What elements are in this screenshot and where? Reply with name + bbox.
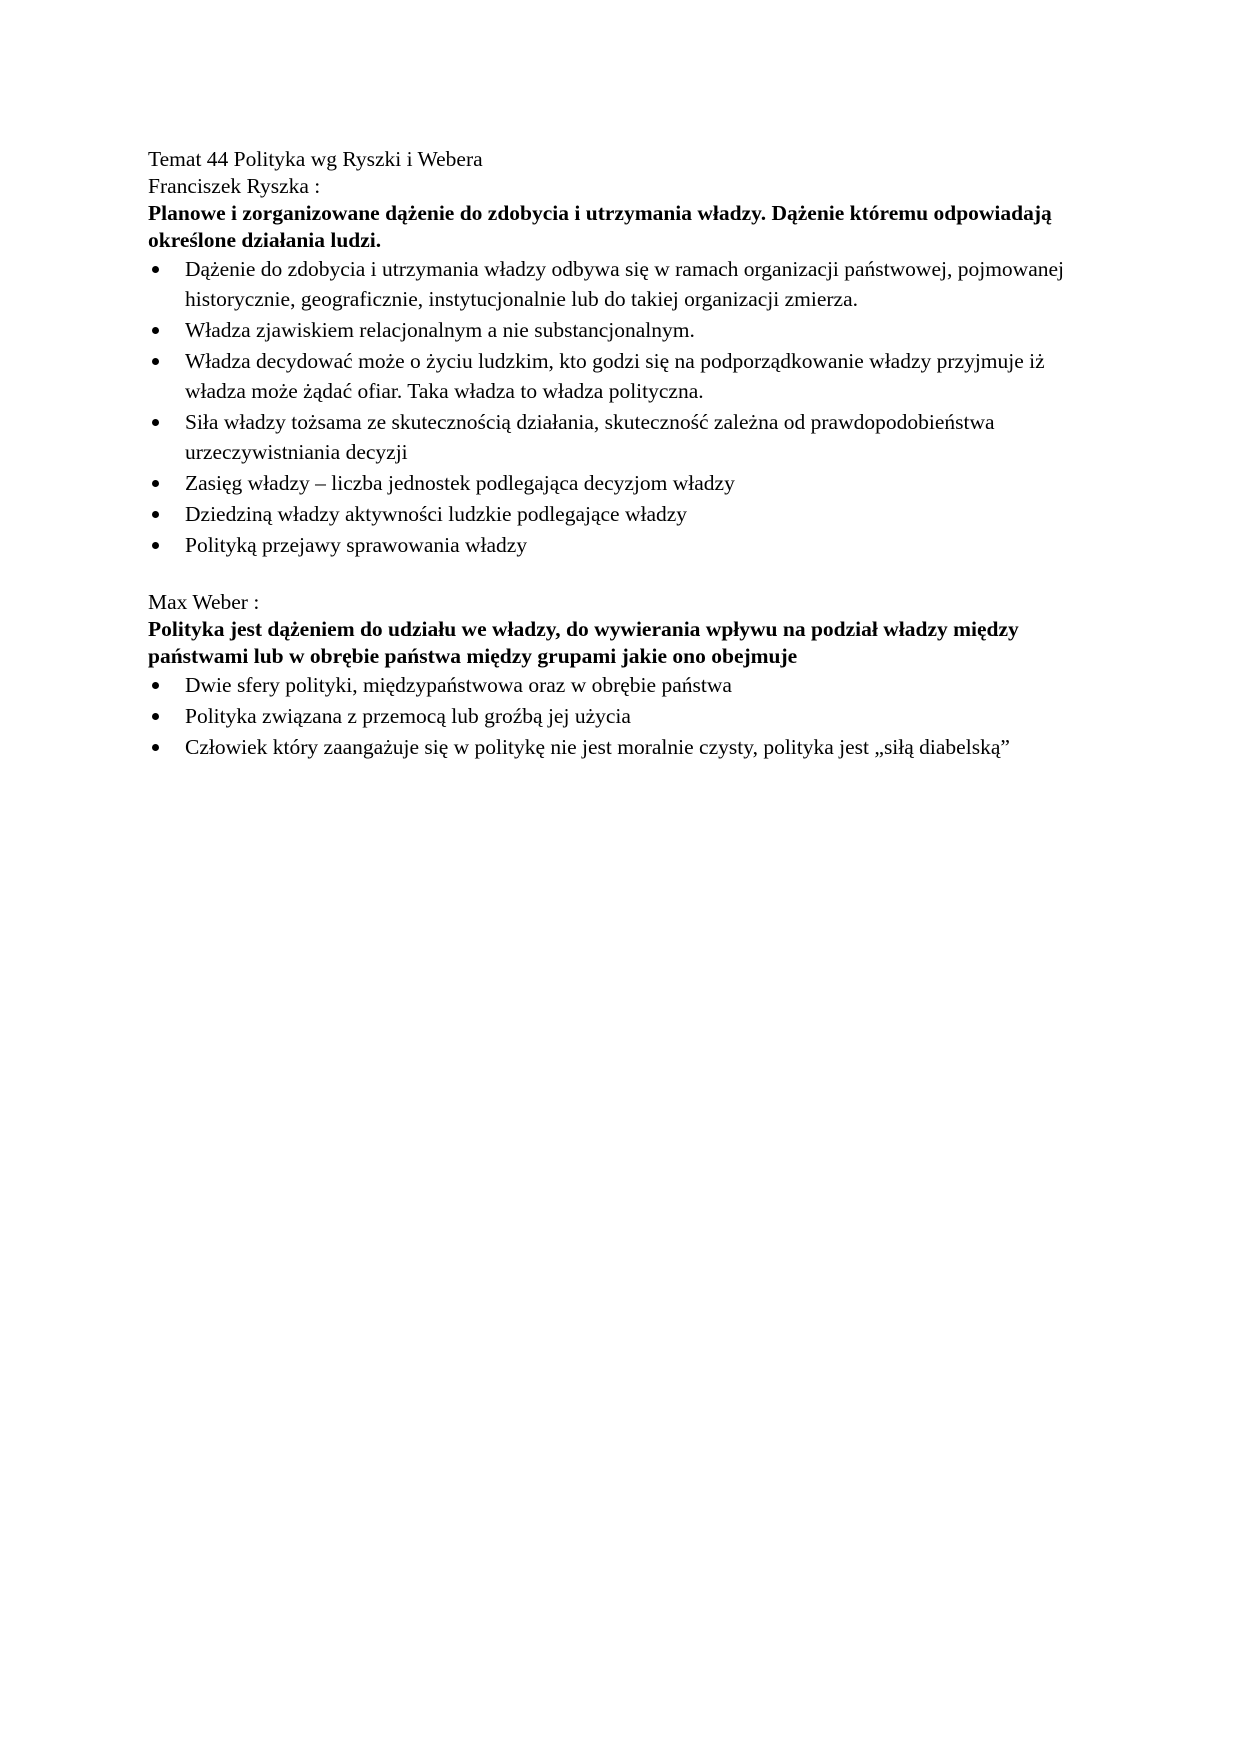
bullet-icon bbox=[152, 266, 159, 273]
definition-ryszka: Planowe i zorganizowane dążenie do zdobycia i utrzymania władzy. Dążenie któremu odpowiadają określone działania ludzi. bbox=[148, 201, 1052, 252]
bullet-icon bbox=[152, 744, 159, 751]
bullet-icon bbox=[152, 542, 159, 549]
document-page bbox=[148, 146, 1088, 763]
list-item: Władza decydować może o życiu ludzkim, kto godzi się na podporządkowanie władzy przyjmuje iż władza może żądać ofiar. Taka władza to władza polityczna. bbox=[148, 346, 1088, 406]
section-spacer bbox=[148, 561, 1088, 589]
bullet-icon bbox=[152, 327, 159, 334]
bullet-icon bbox=[152, 358, 159, 365]
list-item: Dwie sfery polityki, międzypaństwowa oraz w obrębie państwa bbox=[148, 670, 1088, 700]
list-item: Polityka związana z przemocą lub groźbą jej użycia bbox=[148, 701, 1088, 731]
section-heading-weber: Max Weber : bbox=[148, 590, 260, 614]
bullet-list-weber bbox=[148, 670, 1088, 762]
list-item: Dziedziną władzy aktywności ludzkie podlegające władzy bbox=[148, 499, 1088, 529]
bullet-icon bbox=[152, 480, 159, 487]
list-item: Siła władzy tożsama ze skutecznością działania, skuteczność zależna od prawdopodobieństwa urzeczywistniania decyzji bbox=[148, 407, 1088, 467]
bullet-icon bbox=[152, 713, 159, 720]
list-item: Dążenie do zdobycia i utrzymania władzy odbywa się w ramach organizacji państwowej, pojmowanej historycznie, geograficznie, instytucjonalnie lub do takiej organizacji zmierza. bbox=[148, 254, 1088, 314]
definition-weber: Polityka jest dążeniem do udziału we władzy, do wywierania wpływu na podział władzy między państwami lub w obrębie państwa między grupami jakie ono obejmuje bbox=[148, 617, 1019, 668]
list-item: Człowiek który zaangażuje się w politykę nie jest moralnie czysty, polityka jest „siłą diabelską” bbox=[148, 732, 1088, 762]
bullet-icon bbox=[152, 511, 159, 518]
bullet-icon bbox=[152, 682, 159, 689]
bullet-icon bbox=[152, 419, 159, 426]
list-item: Polityką przejawy sprawowania władzy bbox=[148, 530, 1088, 560]
list-item: Zasięg władzy – liczba jednostek podlegająca decyzjom władzy bbox=[148, 468, 1088, 498]
document-title: Temat 44 Polityka wg Ryszki i Webera bbox=[148, 147, 483, 171]
section-heading-ryszka: Franciszek Ryszka : bbox=[148, 174, 321, 198]
list-item: Władza zjawiskiem relacjonalnym a nie substancjonalnym. bbox=[148, 315, 1088, 345]
bullet-list-ryszka bbox=[148, 254, 1088, 560]
